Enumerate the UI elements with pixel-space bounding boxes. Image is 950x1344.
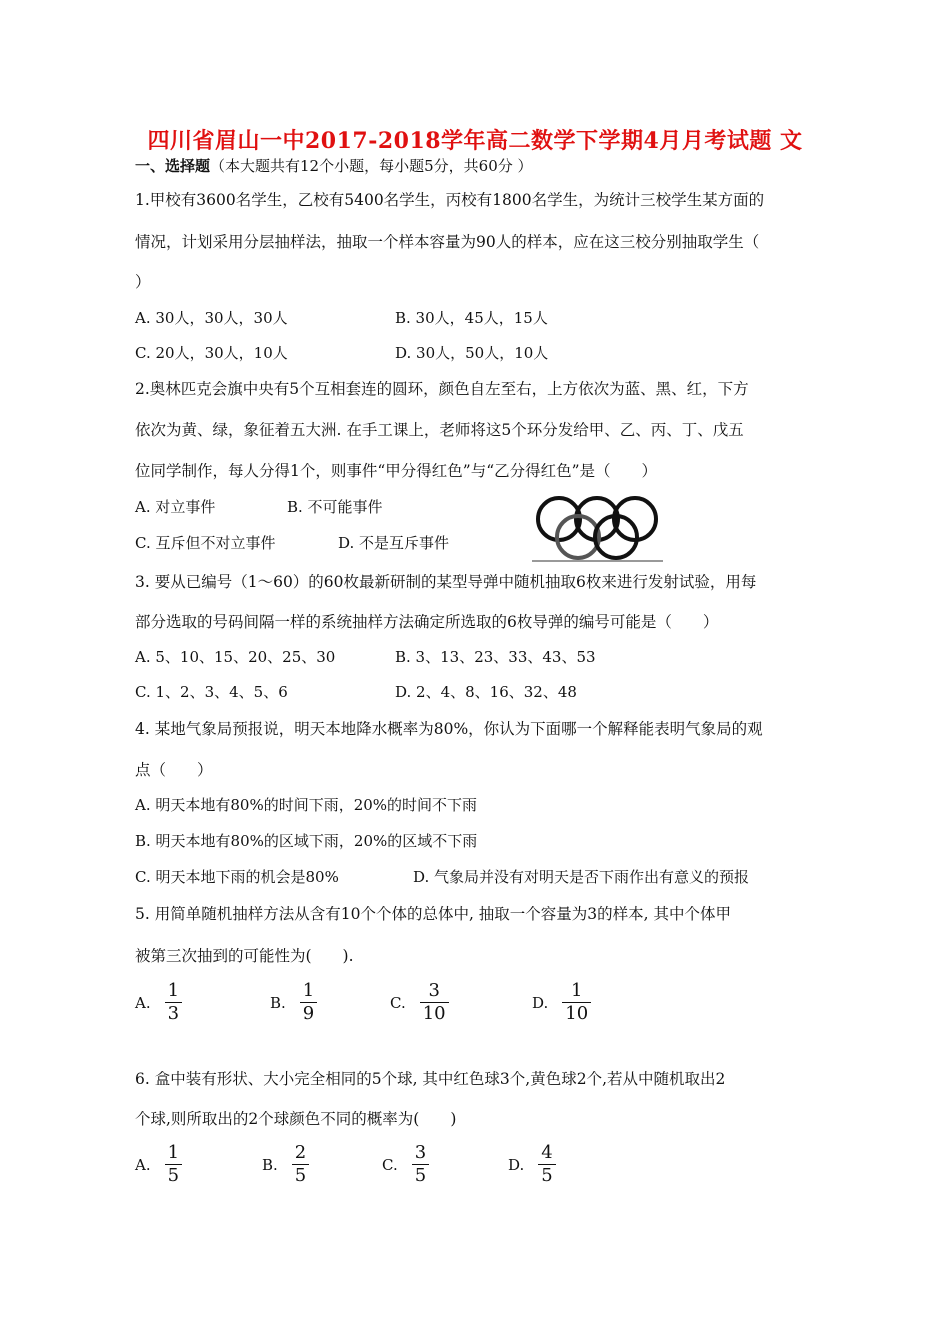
q6-option-d-label: D. (508, 1155, 525, 1174)
q5-option-a-label: A. (135, 993, 151, 1012)
q6-option-a-label: A. (135, 1155, 151, 1174)
q5-option-d (532, 980, 591, 1025)
q5-option-d-label: D. (532, 993, 549, 1012)
q6-option-c-label: C. (382, 1155, 398, 1174)
q4-line-2: 点（ ） (135, 761, 213, 779)
q1-option-c: C. 20人，30人，10人 (135, 344, 288, 362)
q2-option-c: C. 互斥但不对立事件 (135, 534, 276, 552)
q6-line-2: 个球,则所取出的2个球颜色不同的概率为( ) (135, 1110, 457, 1128)
q6-option-b-label: B. (262, 1155, 278, 1174)
q5-option-c-denominator: 10 (420, 1002, 449, 1025)
q5-option-b-numerator: 1 (302, 980, 315, 1001)
q6-option-c-numerator: 3 (414, 1142, 427, 1163)
q4-option-d: D. 气象局并没有对明天是否下雨作出有意义的预报 (413, 868, 750, 886)
q5-option-b-label: B. (270, 993, 286, 1012)
q5-option-a-numerator: 1 (167, 980, 180, 1001)
q5-option-a (135, 980, 182, 1025)
q1-option-d: D. 30人，50人，10人 (395, 344, 549, 362)
section-heading: 一、选择题 (135, 157, 211, 175)
q1-option-a: A. 30人，30人，30人 (135, 309, 288, 327)
q2-option-d: D. 不是互斥事件 (338, 534, 450, 552)
q6-option-c-denominator: 5 (412, 1164, 429, 1187)
q3-line-2: 部分选取的号码间隔一样的系统抽样方法确定所选取的6枚导弹的编号可能是（ ） (135, 613, 719, 631)
page-title: 四川省眉山一中2017-2018学年高二数学下学期4月月考试题 文 (147, 128, 803, 154)
q6-option-b-numerator: 2 (294, 1142, 307, 1163)
q1-line-1: 1.甲校有3600名学生，乙校有5400名学生，丙校有1800名学生，为统计三校学生某方面的 (135, 191, 765, 209)
q5-option-a-denominator: 3 (165, 1002, 182, 1025)
q2-line-3: 位同学制作，每人分得1个，则事件“甲分得红色”与“乙分得红色”是（ ） (135, 462, 658, 480)
q1-line-2: 情况，计划采用分层抽样法，抽取一个样本容量为90人的样本，应在这三校分别抽取学生（ (135, 233, 760, 251)
q4-option-a: A. 明天本地有80%的时间下雨，20%的时间不下雨 (135, 796, 478, 814)
section-note: （本大题共有12个小题，每小题5分，共60分 ） (210, 157, 533, 175)
q6-option-a-numerator: 1 (167, 1142, 180, 1163)
q6-option-b (262, 1142, 309, 1187)
q2-option-a: A. 对立事件 (135, 498, 216, 516)
q2-line-2: 依次为黄、绿，象征着五大洲. 在手工课上，老师将这5个环分发给甲、乙、丙、丁、戊五 (135, 421, 744, 439)
q6-option-d-denominator: 5 (538, 1164, 555, 1187)
q6-option-c (382, 1142, 429, 1187)
q3-option-d: D. 2、4、8、16、32、48 (395, 683, 577, 701)
q3-option-c: C. 1、2、3、4、5、6 (135, 683, 288, 701)
q5-option-c-label: C. (390, 993, 406, 1012)
q3-line-1: 3. 要从已编号（1～60）的60枚最新研制的某型导弹中随机抽取6枚来进行发射试验，用每 (135, 573, 757, 591)
q1-line-3: ） (135, 273, 151, 291)
q5-option-d-denominator: 10 (562, 1002, 591, 1025)
q6-option-a (135, 1142, 182, 1187)
q5-option-c (390, 980, 449, 1025)
q5-option-c-numerator: 3 (428, 980, 440, 1001)
q2-option-b: B. 不可能事件 (287, 498, 383, 516)
q6-option-b-denominator: 5 (292, 1164, 309, 1187)
section-header (135, 155, 533, 176)
q5-option-b-denominator: 9 (300, 1002, 317, 1025)
q6-option-d (508, 1142, 556, 1187)
q2-line-1: 2.奥林匹克会旗中央有5个互相套连的圆环，颜色自左至右，上方依次为蓝、黑、红，下方 (135, 380, 749, 398)
q6-line-1: 6. 盒中装有形状、大小完全相同的5个球, 其中红色球3个,黄色球2个,若从中随机取出2 (135, 1070, 726, 1088)
q5-line-2: 被第三次抽到的可能性为( ). (135, 947, 354, 965)
q5-line-1: 5. 用简单随机抽样方法从含有10个个体的总体中, 抽取一个容量为3的样本, 其中个体甲 (135, 905, 732, 923)
q5-option-d-numerator: 1 (570, 980, 583, 1001)
q6-option-d-numerator: 4 (541, 1142, 553, 1163)
q4-option-b: B. 明天本地有80%的区域下雨，20%的区域不下雨 (135, 832, 478, 850)
q4-line-1: 4. 某地气象局预报说，明天本地降水概率为80%，你认为下面哪一个解释能表明气象局的观 (135, 720, 763, 738)
q1-option-b: B. 30人，45人，15人 (395, 309, 548, 327)
q5-option-b (270, 980, 317, 1025)
q3-option-b: B. 3、13、23、33、43、53 (395, 648, 596, 666)
olympic-rings-image (530, 494, 665, 564)
q3-option-a: A. 5、10、15、20、25、30 (135, 648, 336, 666)
q4-option-c: C. 明天本地下雨的机会是80% (135, 868, 339, 886)
q6-option-a-denominator: 5 (165, 1164, 182, 1187)
